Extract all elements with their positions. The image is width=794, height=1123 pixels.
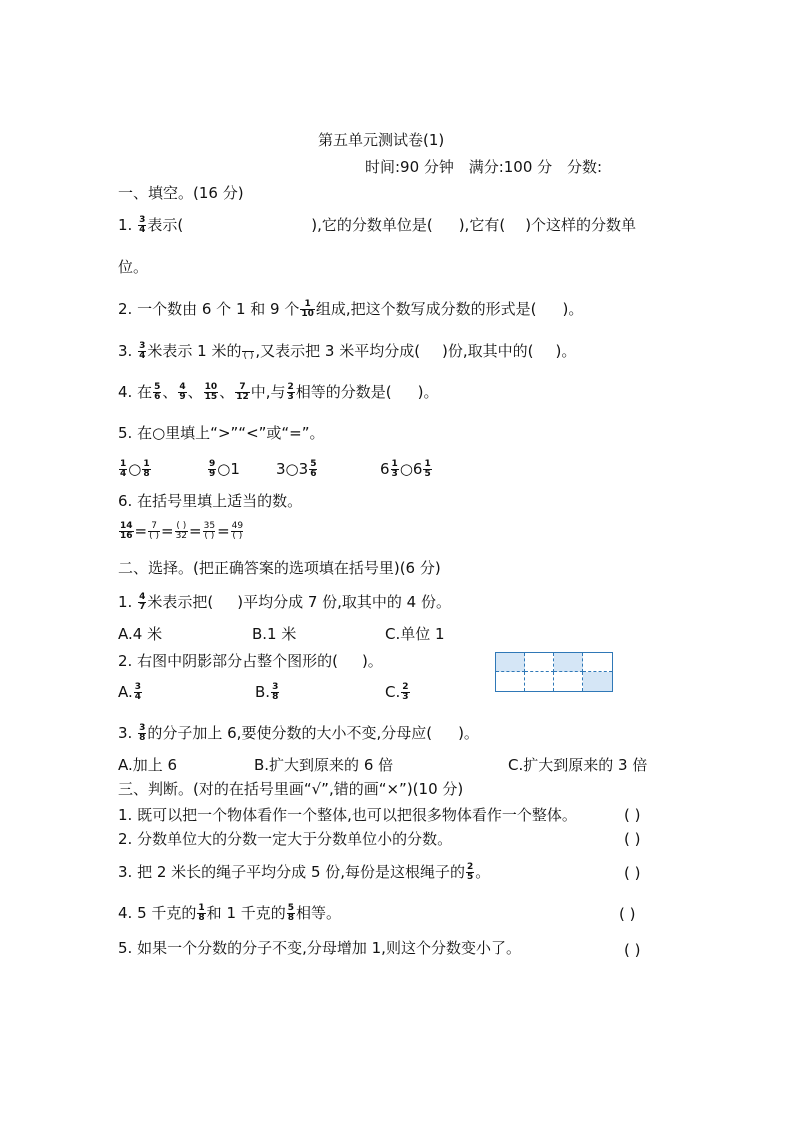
section-choice-heading: 二、选择。(把正确答案的选项填在括号里)(6 分) — [118, 559, 441, 577]
choice-question-2: 2. 右图中阴影部分占整个图形的( )。 — [118, 652, 383, 670]
full-score: 满分:100 分 — [468, 158, 553, 176]
fraction: $\frac{3}{4}$ — [139, 341, 146, 361]
choice-3-option-c: C.扩大到原来的 3 倍 — [508, 756, 648, 774]
grid-cell — [525, 672, 554, 691]
fill-question-4: 4. 在 $\frac{5}{6}$ 、 $\frac{4}{9}$ 、 $\frac{10}{15}$ 、 $\frac{7}{12}$ 中,与 $\frac{2}{3}$ 相等的分数是( )。 — [118, 382, 439, 402]
exam-meta — [365, 160, 612, 175]
choice-question-1: 1. $\frac{4}{7}$ 米表示把( )平均分成 7 份,取其中的 4 份。 — [118, 592, 451, 612]
shaded-rectangle-figure — [495, 652, 613, 692]
judge-answer-paren-3[interactable]: ( ) — [624, 864, 641, 882]
judge-question-2: 2. 分数单位大的分数一定大于分数单位小的分数。 — [118, 830, 453, 848]
judge-question-3: 3. 把 2 米长的绳子平均分成 5 份,每份是这根绳子的 $\frac{2}{5}$ 。 — [118, 862, 491, 882]
fraction: $\frac{1}{10}$ — [301, 299, 314, 319]
page-title: 第五单元测试卷(1) — [318, 131, 445, 149]
fill-question-5: 5. 在○里填上“>”“<”或“=”。 — [118, 424, 325, 442]
fill-question-1: 1. $\frac{3}{4}$ 表示( ),它的分数单位是( ),它有( )个这样的分数单 — [118, 215, 637, 235]
choice-2-option-c: C. $\frac{2}{3}$ — [385, 682, 409, 702]
judge-answer-paren-1[interactable]: ( ) — [624, 806, 641, 824]
score-field: 分数: — [566, 158, 602, 176]
choice-2-option-b: B. $\frac{3}{8}$ — [255, 682, 279, 702]
compare-item-2: $\frac{9}{9}$ ○1 — [209, 459, 240, 479]
section-judge-heading: 三、判断。(对的在括号里画“√”,错的画“×”)(10 分) — [118, 780, 464, 798]
grid-cell — [554, 672, 583, 691]
judge-answer-paren-4[interactable]: ( ) — [619, 905, 636, 923]
blank-fraction: ( ) — [243, 351, 254, 361]
fill-question-3: 3. $\frac{3}{4}$ 米表示 1 米的 ( ) ,又表示把 3 米平均分成( )份,取其中的( )。 — [118, 341, 577, 361]
fill-question-2: 2. 一个数由 6 个 1 和 9 个 $\frac{1}{10}$ 组成,把这个数写成分数的形式是( )。 — [118, 299, 584, 319]
choice-3-option-b: B.扩大到原来的 6 倍 — [254, 756, 394, 774]
compare-item-4: 6 $\frac{1}{3}$ ○6 $\frac{1}{5}$ — [380, 459, 431, 479]
grid-cell-shaded — [554, 653, 583, 672]
fill-question-1-wrap: 位。 — [118, 258, 149, 276]
choice-1-option-c: C.单位 1 — [385, 625, 445, 643]
choice-1-option-a: A.4 米 — [118, 625, 163, 643]
judge-answer-paren-2[interactable]: ( ) — [624, 830, 641, 848]
grid-cell — [496, 672, 525, 691]
equivalent-fraction-chain: $\frac{14}{16}$ = 7 ( ) = ( ) 32 = 35 ( ) = 49 ( ) — [120, 521, 244, 541]
section-fill-heading: 一、填空。(16 分) — [118, 184, 244, 202]
fill-question-6: 6. 在括号里填上适当的数。 — [118, 492, 303, 510]
judge-question-4: 4. 5 千克的 $\frac{1}{8}$ 和 1 千克的 $\frac{5}{8}$ 相等。 — [118, 903, 342, 923]
grid-cell-shaded — [583, 672, 612, 691]
grid-cell — [583, 653, 612, 672]
choice-1-option-b: B.1 米 — [252, 625, 297, 643]
fraction: $\frac{3}{4}$ — [139, 215, 146, 235]
judge-question-1: 1. 既可以把一个物体看作一个整体,也可以把很多物体看作一个整体。 — [118, 806, 577, 824]
choice-2-option-a: A. $\frac{3}{4}$ — [118, 682, 142, 702]
judge-answer-paren-5[interactable]: ( ) — [624, 941, 641, 959]
time-limit: 时间:90 分钟 — [365, 158, 454, 176]
grid-cell-shaded — [496, 653, 525, 672]
compare-item-3: 3○3 $\frac{5}{6}$ — [276, 459, 317, 479]
choice-3-option-a: A.加上 6 — [118, 756, 178, 774]
grid-cell — [525, 653, 554, 672]
compare-item-1: $\frac{1}{4}$ ○ $\frac{1}{8}$ — [120, 459, 150, 479]
judge-question-5: 5. 如果一个分数的分子不变,分母增加 1,则这个分数变小了。 — [118, 939, 521, 957]
choice-question-3: 3. $\frac{3}{8}$ 的分子加上 6,要使分数的大小不变,分母应( )。 — [118, 723, 479, 743]
